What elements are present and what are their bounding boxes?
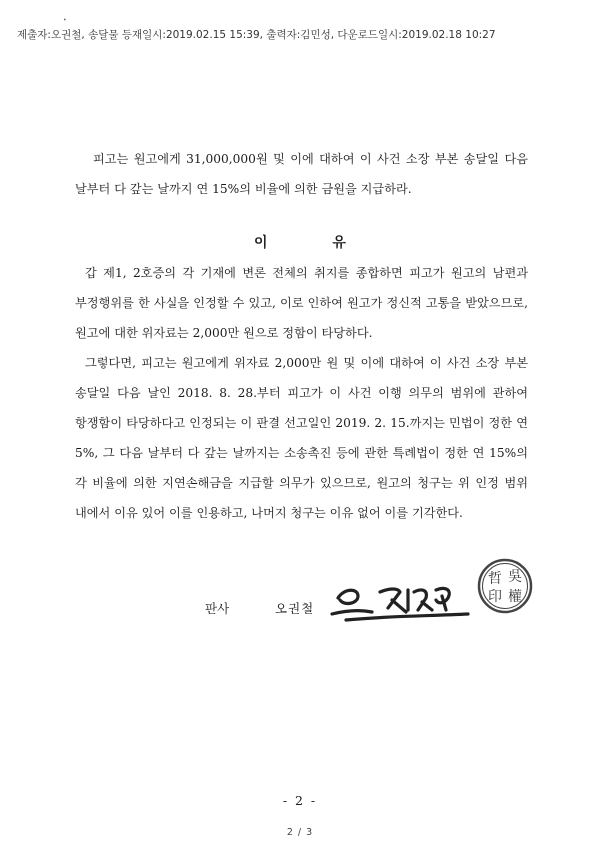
judge-title: 판사 [205, 601, 230, 616]
reason-paragraph-1: 갑 제1, 2호증의 각 기재에 변론 전체의 취지를 종합하면 피고가 원고의 남편과 부정행위를 한 사실을 인정할 수 있고, 이로 인하여 원고가 정신적 고통을 받았으므로, 원고에 대한 위자료는 2,000만 원으로 정함이 타당하다. [75, 266, 528, 340]
svg-text:權: 權 [508, 589, 522, 605]
svg-text:哲: 哲 [488, 571, 502, 587]
reasons-heading: 이 유 [254, 235, 376, 251]
order-paragraph: 피고는 원고에게 31,000,000원 및 이에 대하여 이 사건 소장 부본 송달일 다음 날부터 다 갚는 날까지 연 15%의 비율에 의한 금원을 지급하라. [75, 152, 528, 196]
judge-name: 오권철 [275, 601, 315, 616]
page-number: - 2 - [282, 793, 318, 808]
page-count: 2 / 3 [286, 827, 314, 838]
handwritten-signature-icon [328, 570, 478, 630]
svg-text:印: 印 [488, 589, 502, 605]
document-meta-header: 제출자:오권철, 송달물 등재일시:2019.02.15 15:39, 출력자:김민성, 다운로드일시:2019.02.18 10:27 [17, 29, 496, 41]
svg-text:吳: 吳 [508, 569, 522, 585]
official-seal-icon [476, 557, 534, 615]
reason-paragraph-2: 그렇다면, 피고는 원고에게 위자료 2,000만 원 및 이에 대하여 이 사건 소장 부본 송달일 다음 날인 2018. 8. 28.부터 피고가 이 사건 이행 의무의 범위에 관하여 항쟁함이 타당하다고 인정되는 이 판결 선고일인 2019. 2. 15.까지는 민법이 정한 연 5%, 그 다음 날부터 다 갚는 날까지는 소송촉진 등에 관한 특례법이 정한 연 15%의 각 비율에 의한 지연손해금을 지급할 의무가 있으므로, 원고의 청구는 위 인정 범위 내에서 이유 있어 이를 인용하고, 나머지 청구는 이유 없어 이를 기각한다. [75, 356, 528, 520]
scan-mark: • [63, 17, 67, 24]
